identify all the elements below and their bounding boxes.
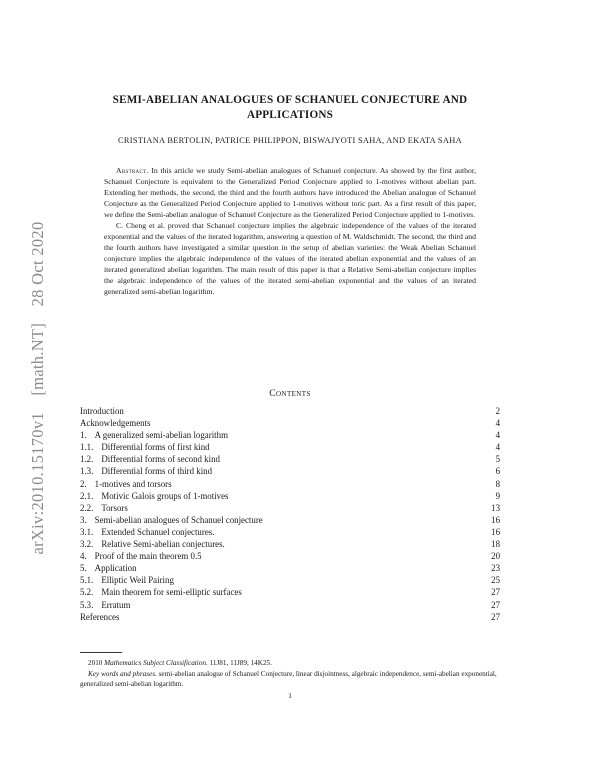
toc-entry-title: Acknowledgements xyxy=(80,418,151,429)
toc-entry-page: 18 xyxy=(491,539,500,550)
toc-entry-number: 5.1. xyxy=(80,575,94,586)
toc-entry-page: 6 xyxy=(495,466,500,477)
toc-entry-number: 1.3. xyxy=(80,466,94,477)
toc-entry[interactable] xyxy=(80,490,500,502)
toc-entry[interactable] xyxy=(80,526,500,538)
toc-entry-title: Main theorem for semi-elliptic surfaces xyxy=(101,587,242,598)
toc-entry-label xyxy=(80,514,263,526)
msc-codes: 11J81, 11J89, 14K25. xyxy=(209,659,272,667)
toc-entry-title: Elliptic Weil Pairing xyxy=(101,575,174,586)
toc-entry-page: 25 xyxy=(491,575,500,586)
toc-entry-label xyxy=(80,611,119,623)
toc-entry-page: 23 xyxy=(491,563,500,574)
msc-year: 2010 xyxy=(88,659,103,667)
toc-entry-label xyxy=(80,478,172,490)
toc-entry-title: Motivic Galois groups of 1-motives xyxy=(101,490,229,501)
abstract xyxy=(104,165,476,297)
toc-entry-page: 5 xyxy=(495,454,500,465)
toc-entry[interactable] xyxy=(80,441,500,453)
contents-heading: Contents xyxy=(269,388,311,399)
author-list: CRISTIANA BERTOLIN, PATRICE PHILIPPON, BISWAJYOTI SAHA, AND EKATA SAHA xyxy=(118,136,462,145)
toc-entry-label xyxy=(80,429,228,441)
toc-entry-title: References xyxy=(80,611,120,622)
keywords-footnote xyxy=(80,669,500,690)
toc-entry-title: Introduction xyxy=(80,406,124,416)
toc-entry-number: 2.1. xyxy=(80,490,94,501)
abstract-paragraph-2: C. Cheng et al. proved that Schanuel conjecture implies the algebraic independence of the values of the iterated exponential and the values of the iterated logarithm, answering a question of M. Waldschmidt. The second, the third and the fourth authors have investigated a similar question in the setup of abelian varieties: the Weak Abelian Schanuel conjecture implies the algebraic independence of the values of the iterated abelian exponential and the values of an iterated generalized abelian logarithm. The main result of this paper is that a Relative Semi-abelian conjecture implies the algebraic independence of the values of the iterated semi-abelian exponential and the values of an iterated generalized semi-abelian logarithm. xyxy=(104,221,476,296)
toc-entry-number: 1.2. xyxy=(80,454,94,465)
toc-entry[interactable] xyxy=(80,538,500,550)
toc-entry-number: 3.1. xyxy=(80,526,94,537)
toc-entry-title: Differential forms of first kind xyxy=(101,442,210,453)
toc-entry-page: 4 xyxy=(495,442,500,453)
msc-label: Mathematics Subject Classification. xyxy=(104,659,208,667)
toc-entry-page: 2 xyxy=(495,406,500,416)
toc-entry-label xyxy=(80,574,174,586)
toc-entry[interactable] xyxy=(80,417,500,429)
toc-entry-number: 3.2. xyxy=(80,539,94,550)
toc-entry-label xyxy=(80,599,130,611)
toc-entry-page: 4 xyxy=(495,418,500,429)
toc-entry-label xyxy=(80,441,210,453)
toc-entry-label xyxy=(80,490,229,502)
toc-entry-number: 5.3. xyxy=(80,599,94,610)
toc-entry-label xyxy=(80,550,202,562)
toc-entry-title: Differential forms of third kind xyxy=(101,466,213,477)
toc-entry-page: 9 xyxy=(495,490,500,501)
footnotes xyxy=(80,658,500,690)
toc-entry-label xyxy=(80,526,214,538)
msc-footnote xyxy=(80,658,500,669)
toc-entry-label xyxy=(80,405,124,417)
toc-entry-title: Relative Semi-abelian conjectures. xyxy=(101,539,225,550)
toc-entry[interactable] xyxy=(80,562,500,574)
toc-entry-number: 4. xyxy=(80,551,87,562)
toc-entry-title: Differential forms of second kind xyxy=(101,454,220,465)
toc-entry[interactable] xyxy=(80,550,500,562)
footnote-divider xyxy=(80,652,122,653)
page-number: 1 xyxy=(288,692,292,700)
toc-entry-number: 1. xyxy=(80,430,87,441)
toc-entry[interactable] xyxy=(80,586,500,598)
paper-title: SEMI-ABELIAN ANALOGUES OF SCHANUEL CONJECTURE AND APPLICATIONS xyxy=(112,94,468,121)
toc-entry-label xyxy=(80,465,212,477)
toc-entry-title: Semi-abelian analogues of Schanuel conjecture xyxy=(94,514,263,525)
keywords-text: semi-abelian analogue of Schanuel Conjecture, linear disjointness, algebraic independence, semi-abelian exponential, generalized semi-abelian logarithm. xyxy=(80,669,497,688)
toc-entry-number: 2.2. xyxy=(80,502,94,513)
toc-entry-number: 1.1. xyxy=(80,442,94,453)
toc-entry-title: Erratum xyxy=(101,599,131,610)
toc-entry[interactable] xyxy=(80,599,500,611)
toc-entry-title: Proof of the main theorem 0.5 xyxy=(94,551,202,562)
toc-entry[interactable] xyxy=(80,453,500,465)
toc-entry-page: 16 xyxy=(491,526,500,537)
toc-entry-label xyxy=(80,453,220,465)
toc-entry-page: 16 xyxy=(491,514,500,525)
abstract-paragraph-1 xyxy=(104,165,476,220)
toc-entry-label xyxy=(80,538,225,550)
arxiv-identifier-stamp xyxy=(28,222,48,555)
toc-entry-label xyxy=(80,562,137,574)
toc-entry-number: 3. xyxy=(80,514,87,525)
toc-entry-page: 20 xyxy=(491,551,500,562)
toc-entry[interactable] xyxy=(80,465,500,477)
toc-entry-page: 4 xyxy=(495,430,500,441)
toc-entry-label xyxy=(80,417,151,429)
toc-entry-title: 1-motives and torsors xyxy=(94,478,172,489)
toc-entry[interactable] xyxy=(80,574,500,586)
table-of-contents xyxy=(80,405,500,623)
toc-entry[interactable] xyxy=(80,429,500,441)
toc-entry[interactable] xyxy=(80,611,500,623)
toc-entry-number: 5. xyxy=(80,563,87,574)
arxiv-id: arXiv:2010.15170v1 xyxy=(28,412,47,555)
toc-entry[interactable] xyxy=(80,514,500,526)
toc-entry[interactable] xyxy=(80,478,500,490)
keywords-label: Key words and phrases. xyxy=(88,669,157,678)
toc-entry-number: 2. xyxy=(80,478,87,489)
toc-entry-page: 27 xyxy=(491,587,500,598)
toc-entry-title: Application xyxy=(94,563,137,574)
abstract-text-1: In this article we study Semi-abelian analogues of Schanuel conjecture. As showed by the first author, Schanuel Conjecture is equivalent to the Generalized Period Conjecture applied to 1-motives without abelian part. Extending her methods, the second, the third and the fourth authors have introduced the Abelian analogue of Schanuel Conjecture as the Generalized Period Conjecture applied to 1-motives without toric part. As a first result of this paper, we define the Semi-abelian analogue of Schanuel Conjecture as the Generalized Period Conjecture applied to 1-motives. xyxy=(104,166,476,219)
toc-entry-number: 5.2. xyxy=(80,587,94,598)
abstract-label: Abstract. xyxy=(116,166,149,175)
toc-entry-title: Extended Schanuel conjectures. xyxy=(101,526,215,537)
toc-entry-label xyxy=(80,586,242,598)
toc-entry-title: A generalized semi-abelian logarithm xyxy=(94,430,228,441)
toc-entry[interactable] xyxy=(80,502,500,514)
toc-entry-page: 8 xyxy=(495,478,500,489)
toc-entry-title: Torsors xyxy=(101,502,128,513)
toc-entry-page: 13 xyxy=(491,502,500,513)
arxiv-category: [math.NT] xyxy=(28,322,47,396)
toc-entry-label xyxy=(80,502,128,514)
toc-entry-page: 27 xyxy=(491,611,500,622)
arxiv-date: 28 Oct 2020 xyxy=(28,221,47,307)
toc-entry[interactable] xyxy=(80,405,500,417)
toc-entry-page: 27 xyxy=(491,599,500,610)
